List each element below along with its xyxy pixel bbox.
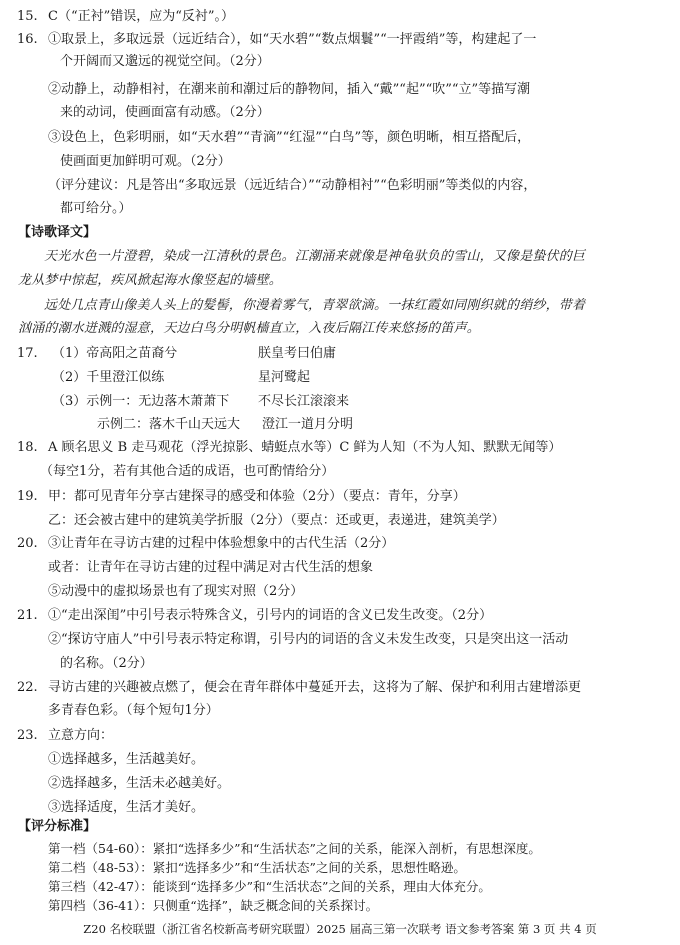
question-number: 22.	[17, 680, 38, 695]
answer-text: 不尽长江滚滚来	[258, 394, 350, 409]
grading-tier: 第二档（48-53）：紧扣“选择多少”和“生活状态”之间的关系，思想性略逊。	[48, 860, 466, 875]
answer-text: ②动静上，动静相衬，在潮来前和潮过后的静物间，插入“戴”“起”“吹”“立”等描写潮	[48, 82, 531, 97]
answer-text: ③设色上，色彩明丽，如“天水碧”“青滴”“红湿”“白鸟”等，颜色明晰，相互搭配后，	[48, 130, 531, 145]
answer-text: ③让青年在寻访古建的过程中体验想象中的古代生活（2分）	[48, 536, 395, 551]
answer-text: （每空1分，若有其他合适的成语，也可酌情给分）	[40, 464, 335, 479]
question-number: 16.	[17, 32, 38, 47]
grading-tier: 第四档（36-41）：只侧重“选择”，缺乏概念间的关系探讨。	[48, 898, 379, 913]
translation-text: 天光水色一片澄碧，染成一江清秋的景色。江潮涌来就像是神龟驮负的雪山，又像是蛰伏的巨	[44, 249, 586, 264]
answer-text: 多青春色彩。（每个短句1分）	[48, 703, 219, 718]
question-number: 17.	[17, 346, 38, 361]
grading-note: （评分建议：凡是答出“多取远景（远近结合）”“动静相衬”“色彩明丽”等类似的内容，	[48, 178, 537, 193]
answer-text: ①取景上，多取远景（远近结合），如“天水碧”“数点烟鬟”“一抨霞绡”等，构建起了一	[48, 32, 537, 47]
grading-note: 都可给分。）	[60, 201, 132, 216]
translation-text: 远处几点青山像美人头上的髪髻，你漫着雾气，青翠欲滴。一抹红霞如同刚织就的绡纱，带着	[44, 298, 586, 313]
translation-text: 龙从梦中惊起，疾风掀起海水像竖起的墙壁。	[18, 273, 283, 288]
answer-text: 个开阔而又邈远的视觉空间。（2分）	[60, 54, 270, 69]
answer-text: 澄江一道月分明	[262, 417, 354, 432]
answer-text: ①“走出深闺”中引号表示特殊含义，引号内的词语的含义已发生改变。（2分）	[48, 608, 493, 623]
answer-text: 的名称。（2分）	[60, 656, 153, 671]
answer-text: 立意方向：	[48, 728, 114, 743]
answer-text: ②“探访守庙人”中引号表示特定称谓，引号内的词语的含义未发生改变，只是突出这一活动	[48, 632, 569, 647]
question-number: 19.	[17, 489, 38, 504]
answer-text: 来的动词，使画面富有动感。（2分）	[60, 105, 270, 120]
question-number: 20.	[17, 536, 38, 551]
answer-text: 乙：还会被古建中的建筑美学折服（2分）（要点：还或更，表递进，建筑美学）	[48, 513, 505, 528]
question-number: 21.	[17, 608, 38, 623]
answer-text: 示例二：落木千山天远大	[97, 417, 241, 432]
answer-text: （3）示例一：无边落木萧萧下	[52, 394, 230, 409]
question-number: 15.	[17, 9, 38, 24]
section-heading: 【评分标准】	[18, 819, 97, 834]
answer-text: （1）帝高阳之苗裔兮	[52, 346, 178, 361]
answer-text: 或者：让青年在寻访古建的过程中满足对古代生活的想象	[48, 560, 374, 575]
answer-text: ⑤动漫中的虚拟场景也有了现实对照（2分）	[48, 584, 304, 599]
answer-text: 朕皇考曰伯庸	[258, 346, 337, 361]
answer-text: 寻访古建的兴趣被点燃了，便会在青年群体中蔓延开去，这将为了解、保护和利用古建增添更	[48, 680, 582, 695]
answer-text: A 顾名思义 B 走马观花（浮光掠影、蜻蜓点水等）C 鲜为人知（不为人知、默默无闻等）	[48, 440, 562, 455]
answer-text: ①选择越多，生活越美好。	[48, 752, 205, 767]
answer-text: 甲：都可见青年分享古建探寻的感受和体验（2分）（要点：青年，分享）	[48, 489, 466, 504]
question-number: 18.	[17, 440, 38, 455]
answer-text: ③选择适度，生活才美好。	[48, 800, 205, 815]
translation-text: 汹涌的潮水迸溅的湿意，天边白鸟分明帆樯直立，入夜后隔江传来悠扬的笛声。	[18, 321, 481, 336]
answer-text: ②选择越多，生活未必越美好。	[48, 776, 231, 791]
section-heading: 【诗歌译文】	[18, 225, 97, 240]
answer-text: （2）千里澄江似练	[52, 370, 165, 385]
answer-text: 使画面更加鲜明可观。（2分）	[60, 154, 231, 169]
answer-text: C（“正衬”错误，应为“反衬”。）	[48, 9, 235, 24]
page-footer: Z20 名校联盟（浙江省名校新高考研究联盟）2025 届高三第一次联考 语文参考答案 第 3 页 共 4 页	[83, 922, 597, 936]
grading-tier: 第三档（42-47）：能谈到“选择多少”和“生活状态”之间的关系，理由大体充分。	[48, 879, 491, 894]
answer-text: 星河鹭起	[258, 370, 311, 385]
question-number: 23.	[17, 728, 38, 743]
grading-tier: 第一档（54-60）：紧扣“选择多少”和“生活状态”之间的关系，能深入剖析，有思想深度。	[48, 841, 541, 856]
